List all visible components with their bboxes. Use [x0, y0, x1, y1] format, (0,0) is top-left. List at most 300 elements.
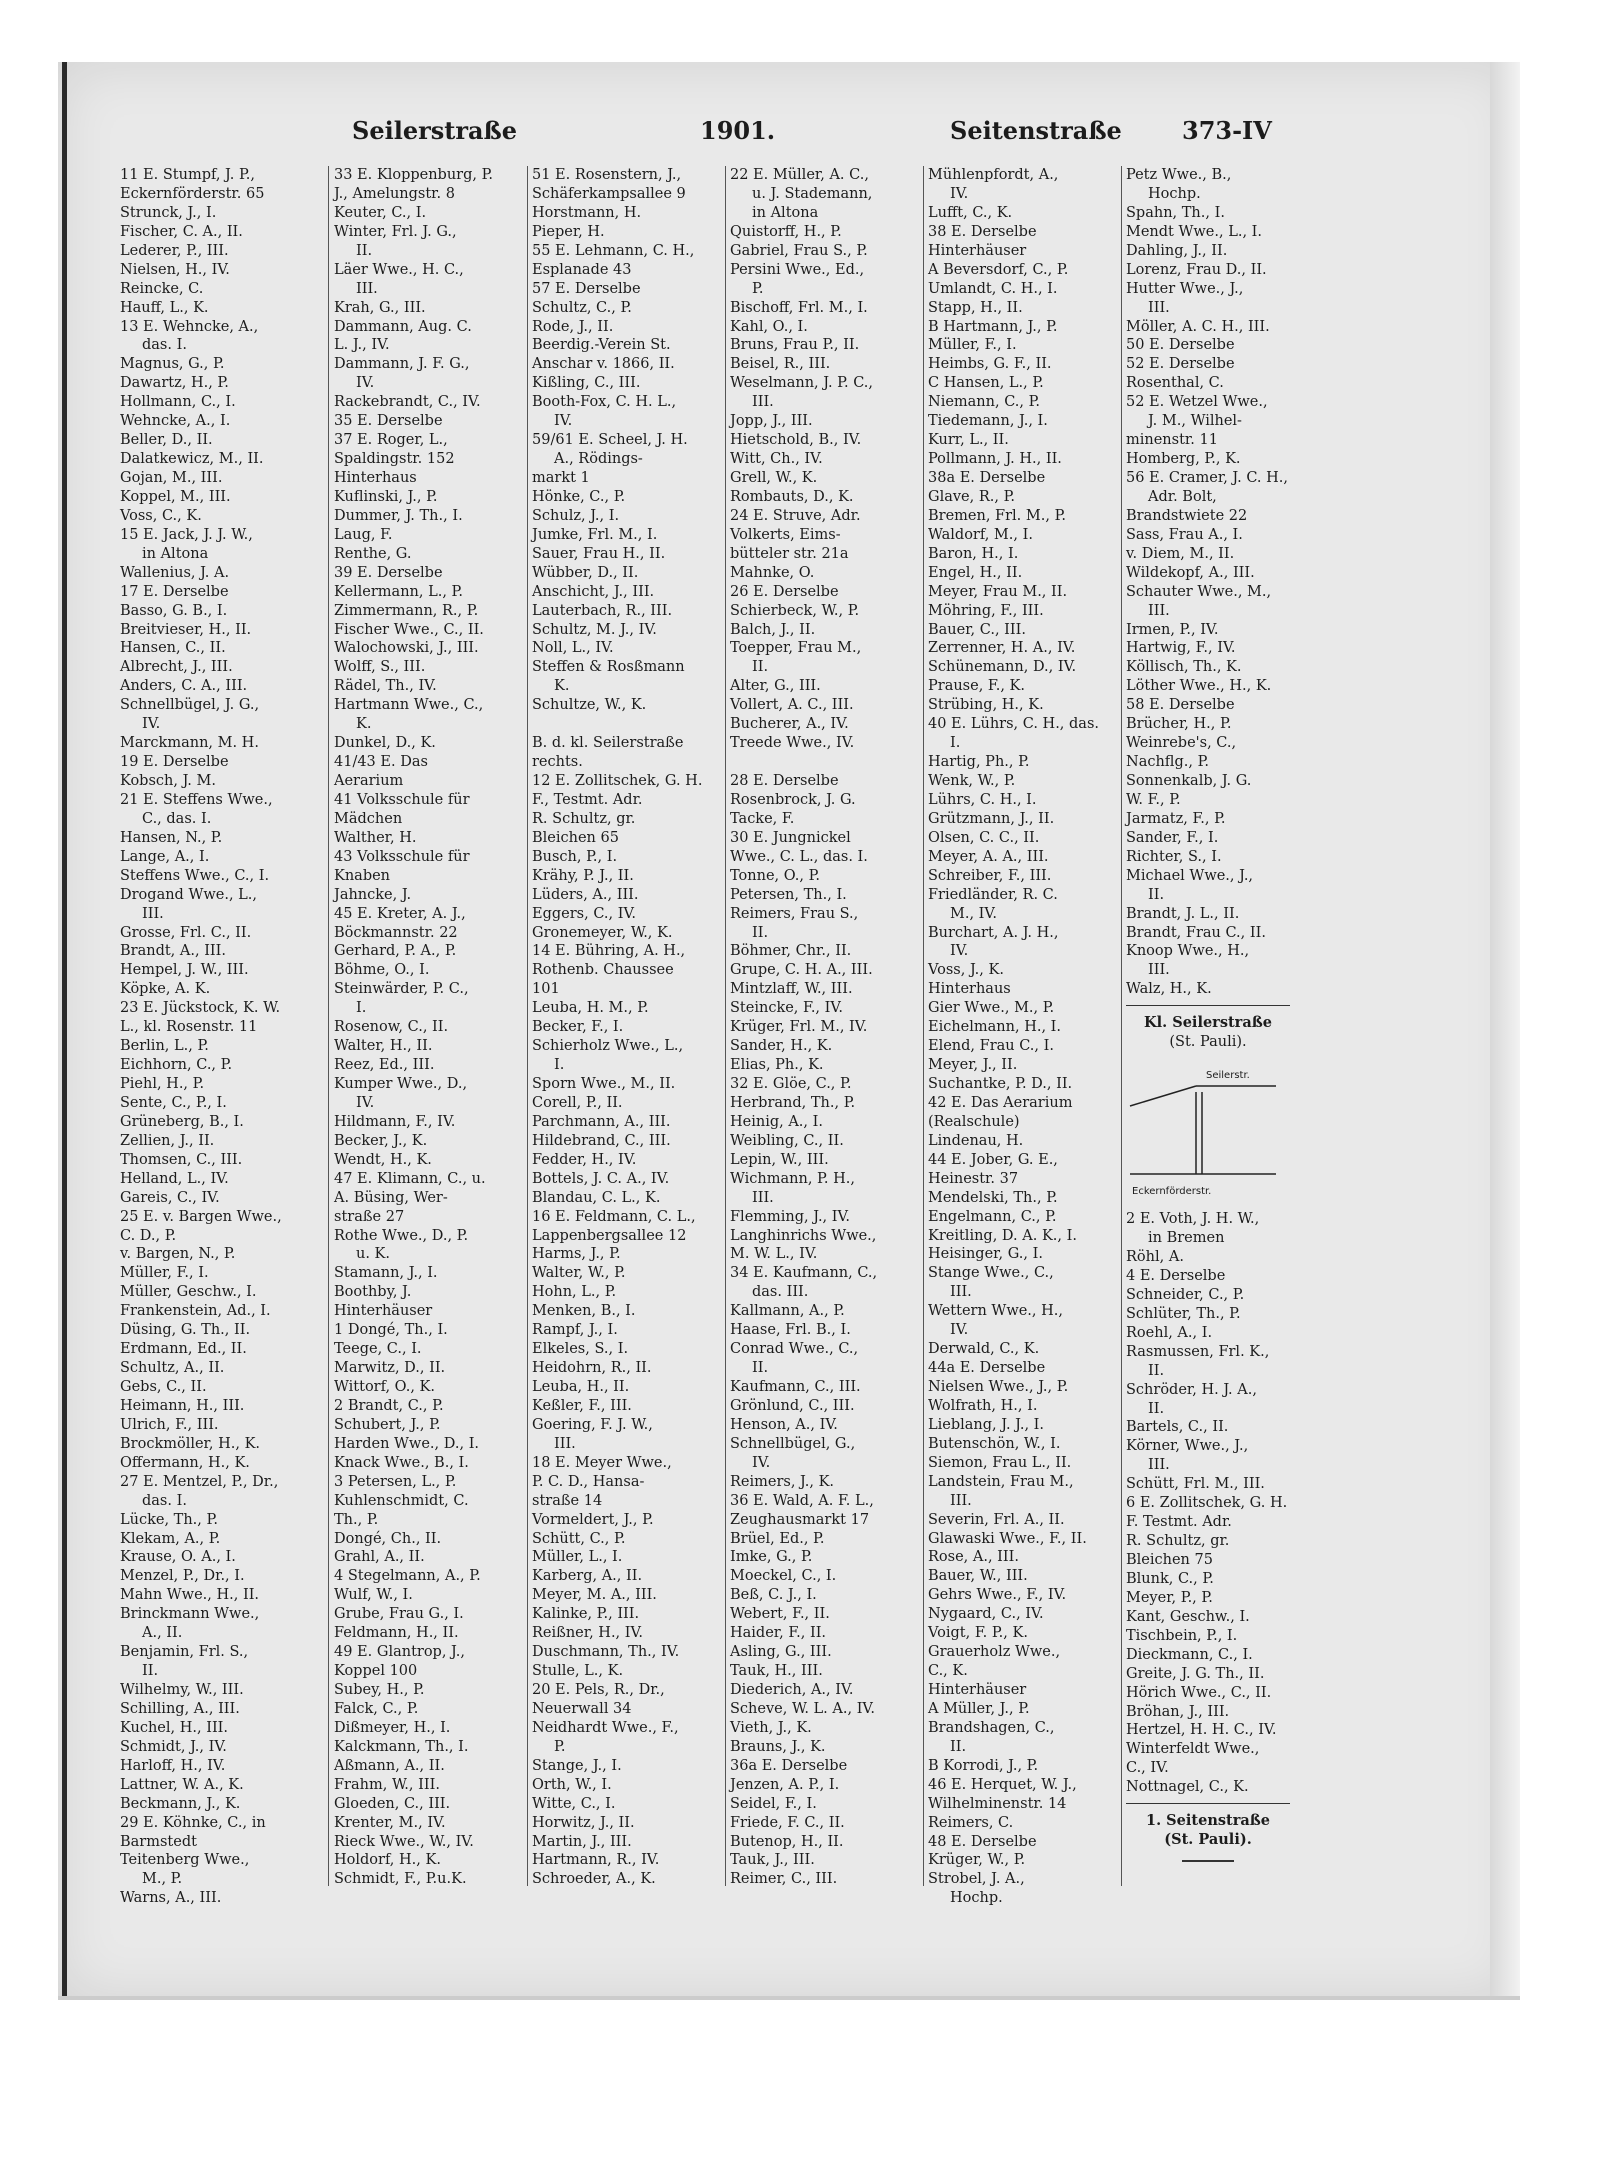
- directory-entry-line: Haider, F., II.: [730, 1625, 827, 1642]
- directory-entry-line: Jopp, J., III.: [730, 413, 813, 430]
- directory-entry-line: Gebs, C., II.: [120, 1379, 207, 1395]
- map-label-seilerstrasse: Seilerstr.: [1206, 1070, 1250, 1082]
- directory-entry-line: Meyer, A. A., III.: [928, 848, 1049, 865]
- directory-entry-line: 36a E. Derselbe: [730, 1757, 848, 1774]
- directory-entry-line: Krüger, W., P.: [928, 1852, 1026, 1869]
- directory-entry-line: Mädchen: [334, 810, 403, 827]
- directory-entry-line: Frankenstein, Ad., I.: [120, 1303, 271, 1320]
- directory-entry-line: Eckernförderstr. 65: [120, 185, 265, 202]
- directory-entry-line: Hansen, C., II.: [120, 640, 226, 657]
- directory-entry-line: Kißling, C., III.: [532, 375, 641, 392]
- directory-entry-line: Schauter Wwe., M.,: [1126, 583, 1272, 600]
- directory-entry-line: 16 E. Feldmann, C. L.,: [532, 1208, 696, 1225]
- directory-entry-line: Vieth, J., K.: [730, 1719, 812, 1736]
- directory-entry-line: 26 E. Derselbe: [730, 583, 839, 600]
- directory-entry-line: Grahl, A., II.: [334, 1549, 425, 1566]
- directory-entry-line: Böhme, O., I.: [334, 962, 430, 979]
- directory-entry-line: 50 E. Derselbe: [1126, 337, 1235, 354]
- directory-entry-line: Witte, C., I.: [532, 1795, 616, 1812]
- directory-entry-line: Voss, C., K.: [120, 507, 202, 524]
- directory-entry-line: C., das. I.: [142, 810, 212, 827]
- directory-entry-line: P.: [554, 1738, 566, 1755]
- directory-entry-line: Grosse, Frl. C., II.: [120, 924, 252, 941]
- directory-entry-line: Schreiber, F., III.: [928, 867, 1052, 884]
- directory-entry-line: Meyer, J., II.: [928, 1057, 1018, 1074]
- directory-entry-line: Irmen, P., IV.: [1126, 621, 1219, 638]
- directory-entry-line: Jahncke, J.: [334, 886, 412, 903]
- directory-entry-line: A Beversdorf, C., P.: [928, 261, 1069, 278]
- directory-entry-line: Hinterhäuser: [928, 242, 1027, 259]
- directory-entry-line: Herbrand, Th., P.: [730, 1094, 856, 1111]
- directory-entry-line: Eggers, C., IV.: [532, 905, 636, 922]
- directory-entry-line: 52 E. Derselbe: [1126, 356, 1235, 373]
- directory-entry-line: I.: [950, 735, 961, 752]
- directory-entry-line: Erdmann, Ed., II.: [120, 1341, 247, 1358]
- directory-entry-line: Holdorf, H., K.: [334, 1852, 441, 1869]
- directory-entry-line: 2 Brandt, C., P.: [334, 1397, 444, 1414]
- directory-entry-line: III.: [1148, 299, 1170, 316]
- directory-entry-line: Krähy, P. J., II.: [532, 867, 634, 884]
- directory-entry-line: Sporn Wwe., M., II.: [532, 1076, 676, 1092]
- directory-entry-line: Anders, C. A., III.: [120, 678, 248, 695]
- directory-entry-line: Schulz, J., I.: [532, 507, 620, 524]
- directory-entry-line: Witt, Ch., IV.: [730, 451, 823, 468]
- directory-entry-line: Fedder, H., IV.: [532, 1151, 637, 1168]
- directory-entry-line: [730, 753, 920, 772]
- directory-entry-line: Weibling, C., II.: [730, 1132, 844, 1149]
- directory-entry-line: Rombauts, D., K.: [730, 488, 854, 505]
- directory-entry-line: Rode, J., II.: [532, 318, 614, 335]
- scan-bottom-edge: [58, 1996, 1520, 2000]
- directory-entry-line: Fischer, C. A., II.: [120, 223, 243, 240]
- section-rule: [1126, 1803, 1290, 1804]
- directory-entry-line: Lufft, C., K.: [928, 204, 1013, 221]
- directory-entry-line: Hollmann, C., I.: [120, 394, 236, 411]
- directory-entry-line: Leuba, H., II.: [532, 1379, 630, 1395]
- directory-entry-line: Schilling, A., III.: [120, 1700, 240, 1717]
- directory-entry-line: Wwe., C. L., das. I.: [730, 848, 868, 865]
- directory-entry-line: Gehrs Wwe., F., IV.: [928, 1587, 1067, 1604]
- directory-entry-line: 37 E. Roger, L.,: [334, 432, 448, 449]
- directory-entry-line: 58 E. Derselbe: [1126, 697, 1235, 714]
- directory-entry-line: Brandt, J. L., II.: [1126, 905, 1240, 922]
- directory-entry-line: Wenk, W., P.: [928, 773, 1016, 789]
- directory-entry-line: C., K.: [928, 1663, 968, 1680]
- directory-entry-line: minenstr. 11: [1126, 432, 1218, 449]
- directory-entry-line: Tonne, O., P.: [730, 867, 821, 884]
- directory-entry-line: Olsen, C. C., II.: [928, 829, 1040, 846]
- directory-entry-line: Koppel, M., III.: [120, 488, 231, 505]
- directory-entry-line: Kuhlenschmidt, C.: [334, 1492, 469, 1509]
- directory-entry-line: Winter, Frl. J. G.,: [334, 223, 457, 240]
- directory-entry-line: Butenop, H., II.: [730, 1833, 844, 1850]
- directory-entry-line: Heidohrn, R., II.: [532, 1360, 652, 1377]
- directory-entry-line: II.: [752, 659, 769, 676]
- directory-entry-line: Butenschön, W., I.: [928, 1435, 1061, 1452]
- directory-entry-line: Wettern Wwe., H.,: [928, 1303, 1064, 1320]
- section-subtitle: (St. Pauli).: [1164, 1831, 1252, 1849]
- directory-entry-line: Rackebrandt, C., IV.: [334, 394, 481, 411]
- directory-entry-line: Stulle, L., K.: [532, 1663, 624, 1680]
- directory-entry-line: Keuter, C., I.: [334, 204, 427, 221]
- directory-entry-line: Hansen, N., P.: [120, 829, 223, 846]
- directory-entry-line: Conrad Wwe., C.,: [730, 1341, 859, 1358]
- directory-entry-line: Schultz, A., II.: [120, 1360, 225, 1377]
- directory-entry-line: Vormeldert, J., P.: [532, 1511, 654, 1528]
- directory-entry-line: Voigt, F. P., K.: [928, 1625, 1028, 1642]
- directory-entry-line: Eichhorn, C., P.: [120, 1057, 233, 1074]
- directory-entry-line: Burchart, A. J. H.,: [928, 924, 1059, 941]
- directory-entry-line: Siemon, Frau L., II.: [928, 1454, 1072, 1471]
- directory-entry-line: Friedländer, R. C.: [928, 886, 1058, 903]
- directory-entry-line: Müller, F., I.: [120, 1265, 209, 1282]
- directory-entry-line: Böhmer, Chr., II.: [730, 943, 852, 960]
- binding-edge: [62, 62, 67, 2000]
- directory-entry-line: Hinterhaus: [928, 981, 1011, 998]
- directory-entry-line: Brauns, J., K.: [730, 1738, 826, 1755]
- directory-entry-line: Bleichen 75: [1126, 1552, 1213, 1568]
- directory-entry-line: Kuchel, H., III.: [120, 1719, 229, 1736]
- directory-entry-line: Langhinrichs Wwe.,: [730, 1227, 877, 1244]
- directory-entry-line: Niemann, C., P.: [928, 394, 1041, 411]
- directory-entry-line: Quistorff, H., P.: [730, 223, 842, 240]
- directory-entry-line: Horstmann, H.: [532, 204, 642, 221]
- directory-entry-line: IV.: [356, 375, 375, 392]
- directory-entry-line: Offermann, H., K.: [120, 1454, 250, 1471]
- directory-entry-line: Noll, L., IV.: [532, 640, 614, 657]
- directory-entry-line: Heimann, H., III.: [120, 1397, 245, 1414]
- directory-entry-line: Blandau, C. L., K.: [532, 1189, 661, 1206]
- directory-entry-line: in Altona: [142, 545, 209, 562]
- directory-entry-line: Engel, H., II.: [928, 564, 1023, 581]
- directory-entry-line: Friede, F. C., II.: [730, 1814, 845, 1831]
- directory-entry-line: Nygaard, C., IV.: [928, 1606, 1044, 1623]
- directory-entry-line: K.: [554, 678, 570, 695]
- directory-entry-line: 49 E. Glantrop, J.,: [334, 1644, 465, 1661]
- directory-entry-line: Rasmussen, Frl. K.,: [1126, 1343, 1270, 1360]
- directory-entry-line: Reez, Ed., III.: [334, 1057, 435, 1074]
- directory-entry-line: 20 E. Pels, R., Dr.,: [532, 1682, 665, 1698]
- directory-entry-line: Stapp, H., II.: [928, 299, 1023, 316]
- directory-entry-line: 38 E. Derselbe: [928, 223, 1037, 240]
- directory-entry-line: v. Bargen, N., P.: [120, 1246, 236, 1263]
- directory-entry-line: Baron, H., I.: [928, 545, 1019, 562]
- directory-entry-line: Bischoff, Frl. M., I.: [730, 299, 868, 316]
- directory-entry-line: P. C. D., Hansa-: [532, 1473, 645, 1490]
- directory-entry-line: Balch, J., II.: [730, 621, 816, 638]
- directory-entry-line: Esplanade 43: [532, 261, 632, 278]
- directory-entry-line: Breitvieser, H., II.: [120, 621, 252, 638]
- directory-entry-line: in Altona: [752, 204, 819, 221]
- directory-entry-line: Walochowski, J., III.: [334, 640, 479, 657]
- directory-entry-line: Kalckmann, Th., I.: [334, 1738, 469, 1755]
- directory-entry-line: 21 E. Steffens Wwe.,: [120, 791, 273, 808]
- directory-entry-line: Rothenb. Chaussee: [532, 962, 674, 979]
- directory-entry-line: 46 E. Herquet, W. J.,: [928, 1776, 1077, 1793]
- directory-entry-line: v. Diem, M., II.: [1126, 545, 1235, 562]
- directory-entry-line: Tauk, J., III.: [730, 1852, 815, 1869]
- directory-entry-line: Heinestr. 37: [928, 1170, 1019, 1187]
- column-2: [334, 166, 524, 1886]
- directory-entry-line: Umlandt, C. H., I.: [928, 280, 1058, 297]
- directory-entry-line: Schmidt, J., IV.: [120, 1738, 227, 1755]
- directory-entry-line: Schierholz Wwe., L.,: [532, 1038, 684, 1055]
- directory-entry-line: Winterfeldt Wwe.,: [1126, 1741, 1260, 1758]
- directory-entry-line: B Hartmann, J., P.: [928, 318, 1058, 335]
- directory-entry-line: Röhl, A.: [1126, 1249, 1184, 1265]
- directory-entry-line: 12 E. Zollitschek, G. H.: [532, 773, 703, 789]
- directory-entry-line: Schröder, H. J. A.,: [1126, 1381, 1257, 1398]
- directory-entry-line: Persini Wwe., Ed.,: [730, 261, 865, 278]
- directory-entry-line: Rampf, J., I.: [532, 1322, 618, 1339]
- directory-entry-line: Sonnenkalb, J. G.: [1126, 773, 1252, 789]
- directory-entry-line: das. I.: [142, 1492, 187, 1509]
- directory-entry-line: Kalinke, P., III.: [532, 1606, 640, 1623]
- directory-entry-line: Lauterbach, R., III.: [532, 602, 673, 619]
- directory-entry-line: J. M., Wilhel-: [1148, 413, 1242, 430]
- directory-entry-line: Lieblang, J. J., I.: [928, 1416, 1045, 1433]
- directory-entry-line: 27 E. Mentzel, P., Dr.,: [120, 1473, 279, 1490]
- directory-entry-line: Th., P.: [334, 1511, 379, 1528]
- directory-entry-line: 33 E. Kloppenburg, P.: [334, 167, 494, 183]
- directory-entry-line: II.: [142, 1663, 159, 1680]
- directory-entry-line: Beß, C. J., I.: [730, 1587, 817, 1604]
- directory-entry-line: Hempel, J. W., III.: [120, 962, 249, 979]
- directory-entry-line: Becker, F., I.: [532, 1019, 624, 1036]
- directory-entry-line: 4 E. Derselbe: [1126, 1267, 1226, 1284]
- directory-entry-line: 4 Stegelmann, A., P.: [334, 1568, 481, 1585]
- directory-entry-line: Pollmann, J. H., II.: [928, 451, 1062, 468]
- directory-entry-line: Schnellbügel, G.,: [730, 1435, 856, 1452]
- directory-entry-line: Bartels, C., II.: [1126, 1419, 1229, 1436]
- directory-entry-line: Sander, H., K.: [730, 1038, 833, 1055]
- column-divider: [328, 166, 329, 1886]
- directory-entry-line: 34 E. Kaufmann, C.,: [730, 1265, 878, 1282]
- directory-entry-line: Zeughausmarkt 17: [730, 1511, 870, 1528]
- directory-entry-line: M., P.: [142, 1871, 183, 1888]
- directory-entry-line: Diederich, A., IV.: [730, 1682, 854, 1698]
- directory-entry-line: Müller, L., I.: [532, 1549, 623, 1566]
- directory-entry-line: Suchantke, P. D., II.: [928, 1076, 1073, 1092]
- directory-entry-line: Basso, G. B., I.: [120, 602, 228, 619]
- directory-page: [120, 108, 1290, 1907]
- directory-entry-line: Wulf, W., I.: [334, 1587, 413, 1604]
- directory-entry-line: Löther Wwe., H., K.: [1126, 678, 1272, 695]
- header-year: 1901.: [700, 116, 776, 145]
- directory-entry-line: Neidhardt Wwe., F.,: [532, 1719, 679, 1736]
- directory-entry-line: Lappenbergsallee 12: [532, 1227, 687, 1244]
- directory-entry-line: Haase, Frl. B., I.: [730, 1322, 851, 1339]
- directory-entry-line: Wübber, D., II.: [532, 564, 639, 581]
- directory-entry-line: F. Testmt. Adr.: [1126, 1514, 1232, 1531]
- directory-entry-line: Sauer, Frau H., II.: [532, 545, 666, 562]
- column-divider: [923, 166, 924, 1886]
- directory-entry-line: Menzel, P., Dr., I.: [120, 1568, 245, 1585]
- directory-entry-line: II.: [1148, 886, 1165, 903]
- directory-entry-line: Schlüter, Th., P.: [1126, 1305, 1241, 1322]
- directory-entry-line: Lepin, W., III.: [730, 1151, 829, 1168]
- directory-entry-line: L., kl. Rosenstr. 11: [120, 1019, 258, 1036]
- directory-entry-line: K.: [356, 716, 372, 733]
- directory-entry-line: Schierbeck, W., P.: [730, 602, 860, 619]
- directory-entry-line: Rosenbrock, J. G.: [730, 791, 856, 808]
- page-number: 373-IV: [1182, 116, 1272, 145]
- directory-entry-line: Jumke, Frl. M., I.: [532, 526, 658, 543]
- directory-entry-line: Alter, G., III.: [730, 678, 821, 695]
- directory-entry-line: R. Schultz, gr.: [1126, 1533, 1230, 1550]
- directory-entry-line: u. J. Stademann,: [752, 185, 873, 202]
- directory-entry-line: Knaben: [334, 867, 391, 884]
- directory-entry-line: Heisinger, G., I.: [928, 1246, 1043, 1263]
- directory-entry-line: Steincke, F., IV.: [730, 1000, 843, 1017]
- directory-entry-line: Dawartz, H., P.: [120, 375, 229, 392]
- directory-entry-line: Grell, W., K.: [730, 470, 818, 486]
- directory-entry-line: Hartmann, R., IV.: [532, 1852, 660, 1869]
- directory-entry-line: Kurr, L., II.: [928, 432, 1009, 449]
- directory-entry-line: Eichelmann, H., I.: [928, 1019, 1061, 1036]
- directory-entry-line: Koppel 100: [334, 1663, 418, 1680]
- directory-entry-line: Hartmann Wwe., C.,: [334, 697, 484, 714]
- directory-entry-line: Schnellbügel, J. G.,: [120, 697, 260, 714]
- directory-entry-line: 45 E. Kreter, A. J.,: [334, 905, 466, 922]
- directory-entry-line: Rosenthal, C.: [1126, 375, 1224, 392]
- directory-entry-line: III.: [950, 1492, 972, 1509]
- directory-entry-line: Anschar v. 1866, II.: [532, 356, 675, 373]
- directory-entry-line: Lüders, A., III.: [532, 886, 639, 903]
- directory-entry-line: Lorenz, Frau D., II.: [1126, 261, 1267, 278]
- directory-entry-line: Schultze, W., K.: [532, 697, 647, 714]
- directory-entry-line: 25 E. v. Bargen Wwe.,: [120, 1208, 282, 1225]
- directory-entry-line: Scheve, W. L. A., IV.: [730, 1700, 875, 1717]
- directory-entry-line: 39 E. Derselbe: [334, 564, 443, 581]
- directory-entry-line: Strobel, J. A.,: [928, 1871, 1025, 1888]
- directory-entry-line: Schünemann, D., IV.: [928, 659, 1077, 676]
- directory-entry-line: 23 E. Jückstock, K. W.: [120, 1000, 281, 1017]
- directory-entry-line: markt 1: [532, 470, 590, 486]
- directory-entry-line: Hönke, C., P.: [532, 488, 626, 505]
- directory-entry-line: 56 E. Cramer, J. C. H.,: [1126, 470, 1288, 486]
- directory-entry-line: Harden Wwe., D., I.: [334, 1435, 480, 1452]
- directory-entry-line: Gabriel, Frau S., P.: [730, 242, 868, 259]
- directory-entry-line: Brandshagen, C.,: [928, 1719, 1055, 1736]
- directory-entry-line: Müller, F., I.: [928, 337, 1017, 354]
- directory-entry-line: Schütt, Frl. M., III.: [1126, 1476, 1265, 1493]
- directory-entry-line: Orth, W., I.: [532, 1776, 612, 1793]
- directory-entry-line: Elias, Ph., K.: [730, 1057, 824, 1074]
- directory-entry-line: Lange, A., I.: [120, 848, 210, 865]
- directory-entry-line: Schütt, C., P.: [532, 1530, 626, 1547]
- directory-entry-line: C Hansen, L., P.: [928, 375, 1044, 392]
- directory-entry-line: Anschicht, J., III.: [532, 583, 655, 600]
- directory-entry-line: Dummer, J. Th., I.: [334, 507, 463, 524]
- directory-entry-line: Petersen, Th., I.: [730, 886, 847, 903]
- directory-entry-line: II.: [1148, 1400, 1165, 1417]
- directory-entry-line: 55 E. Lehmann, C. H.,: [532, 242, 695, 259]
- directory-entry-line: Stange Wwe., C.,: [928, 1265, 1054, 1282]
- directory-entry-line: II.: [1148, 1362, 1165, 1379]
- directory-entry-line: Steffen & Rosßmann: [532, 659, 685, 676]
- directory-entry-line: IV.: [142, 716, 161, 733]
- directory-entry-line: Wittorf, O., K.: [334, 1379, 435, 1395]
- directory-entry-line: 38a E. Derselbe: [928, 470, 1046, 486]
- directory-entry-line: Glawaski Wwe., F., II.: [928, 1530, 1087, 1547]
- directory-entry-line: 52 E. Wetzel Wwe.,: [1126, 394, 1268, 411]
- directory-entry-line: Rädel, Th., IV.: [334, 678, 437, 695]
- directory-entry-line: Ulrich, F., III.: [120, 1416, 219, 1433]
- directory-entry-line: Beckmann, J., K.: [120, 1795, 241, 1812]
- directory-entry-line: das. III.: [752, 1284, 809, 1301]
- directory-entry-line: Imke, G., P.: [730, 1549, 813, 1566]
- directory-entry-line: Henson, A., IV.: [730, 1416, 838, 1433]
- directory-entry-line: Schmidt, F., P.u.K.: [334, 1871, 467, 1888]
- directory-entry-line: Goering, F. J. W.,: [532, 1416, 653, 1433]
- directory-entry-line: Hauff, L., K.: [120, 299, 209, 316]
- directory-entry-line: Kant, Geschw., I.: [1126, 1608, 1250, 1625]
- directory-entry-line: Beisel, R., III.: [730, 356, 831, 373]
- directory-entry-line: Barmstedt: [120, 1833, 197, 1850]
- directory-entry-line: Köllisch, Th., K.: [1126, 659, 1242, 676]
- directory-entry-line: Aerarium: [334, 773, 404, 789]
- directory-entry-line: Stamann, J., I.: [334, 1265, 438, 1282]
- directory-entry-line: Kaufmann, C., III.: [730, 1379, 861, 1395]
- column-3: [532, 166, 722, 1886]
- directory-entry-line: Hinterhaus: [334, 470, 417, 486]
- directory-entry-line: Parchmann, A., III.: [532, 1113, 671, 1130]
- column-1: [120, 166, 325, 1907]
- directory-entry-line: Stange, J., I.: [532, 1757, 622, 1774]
- directory-entry-line: Hildebrand, C., III.: [532, 1132, 671, 1149]
- directory-entry-line: Müller, Geschw., I.: [120, 1284, 257, 1301]
- directory-entry-line: Grüneberg, B., I.: [120, 1113, 244, 1130]
- directory-entry-line: Krause, O. A., I.: [120, 1549, 236, 1566]
- street-map: [1126, 1056, 1290, 1206]
- directory-entry-line: Grützmann, J., II.: [928, 810, 1055, 827]
- directory-entry-line: Booth-Fox, C. H. L.,: [532, 394, 677, 411]
- directory-entry-line: Kreitling, D. A. K., I.: [928, 1227, 1077, 1244]
- page-edge: [1490, 62, 1520, 2000]
- end-rule: [1182, 1860, 1234, 1862]
- directory-entry-line: 2 E. Voth, J. H. W.,: [1126, 1211, 1260, 1228]
- directory-entry-line: Köpke, A. K.: [120, 981, 211, 998]
- directory-entry-line: Lücke, Th., P.: [120, 1511, 218, 1528]
- column-divider: [527, 166, 528, 1886]
- directory-entry-line: straße 27: [334, 1208, 405, 1225]
- directory-entry-line: Kahl, O., I.: [730, 318, 808, 335]
- directory-entry-line: Feldmann, H., II.: [334, 1625, 459, 1642]
- directory-entry-line: Waldorf, M., I.: [928, 526, 1033, 543]
- header-right-street: Seitenstraße: [950, 116, 1122, 145]
- directory-entry-line: Elend, Frau C., I.: [928, 1038, 1054, 1055]
- directory-entry-line: Brinckmann Wwe.,: [120, 1606, 260, 1623]
- directory-entry-line: Prause, F., K.: [928, 678, 1025, 695]
- directory-entry-line: Hochp.: [1148, 185, 1201, 202]
- directory-entry-line: Asling, G., III.: [730, 1644, 832, 1661]
- directory-entry-line: Seidel, F., I.: [730, 1795, 817, 1812]
- directory-entry-line: 6 E. Zollitschek, G. H.: [1126, 1495, 1288, 1512]
- directory-entry-line: straße 14: [532, 1492, 603, 1509]
- directory-entry-line: 18 E. Meyer Wwe.,: [532, 1454, 672, 1471]
- directory-entry-line: 41/43 E. Das: [334, 754, 428, 771]
- directory-entry-line: III.: [142, 905, 164, 922]
- directory-entry-line: Becker, J., K.: [334, 1132, 428, 1149]
- directory-entry-line: 36 E. Wald, A. F. L.,: [730, 1492, 874, 1509]
- directory-entry-line: Dißmeyer, H., I.: [334, 1719, 451, 1736]
- directory-entry-line: Dammann, Aug. C.: [334, 318, 472, 335]
- directory-entry-line: IV.: [950, 1322, 969, 1339]
- directory-entry-line: Moeckel, C., I.: [730, 1568, 837, 1585]
- header-left-street: Seilerstraße: [352, 116, 518, 145]
- directory-entry-line: Webert, F., II.: [730, 1606, 830, 1623]
